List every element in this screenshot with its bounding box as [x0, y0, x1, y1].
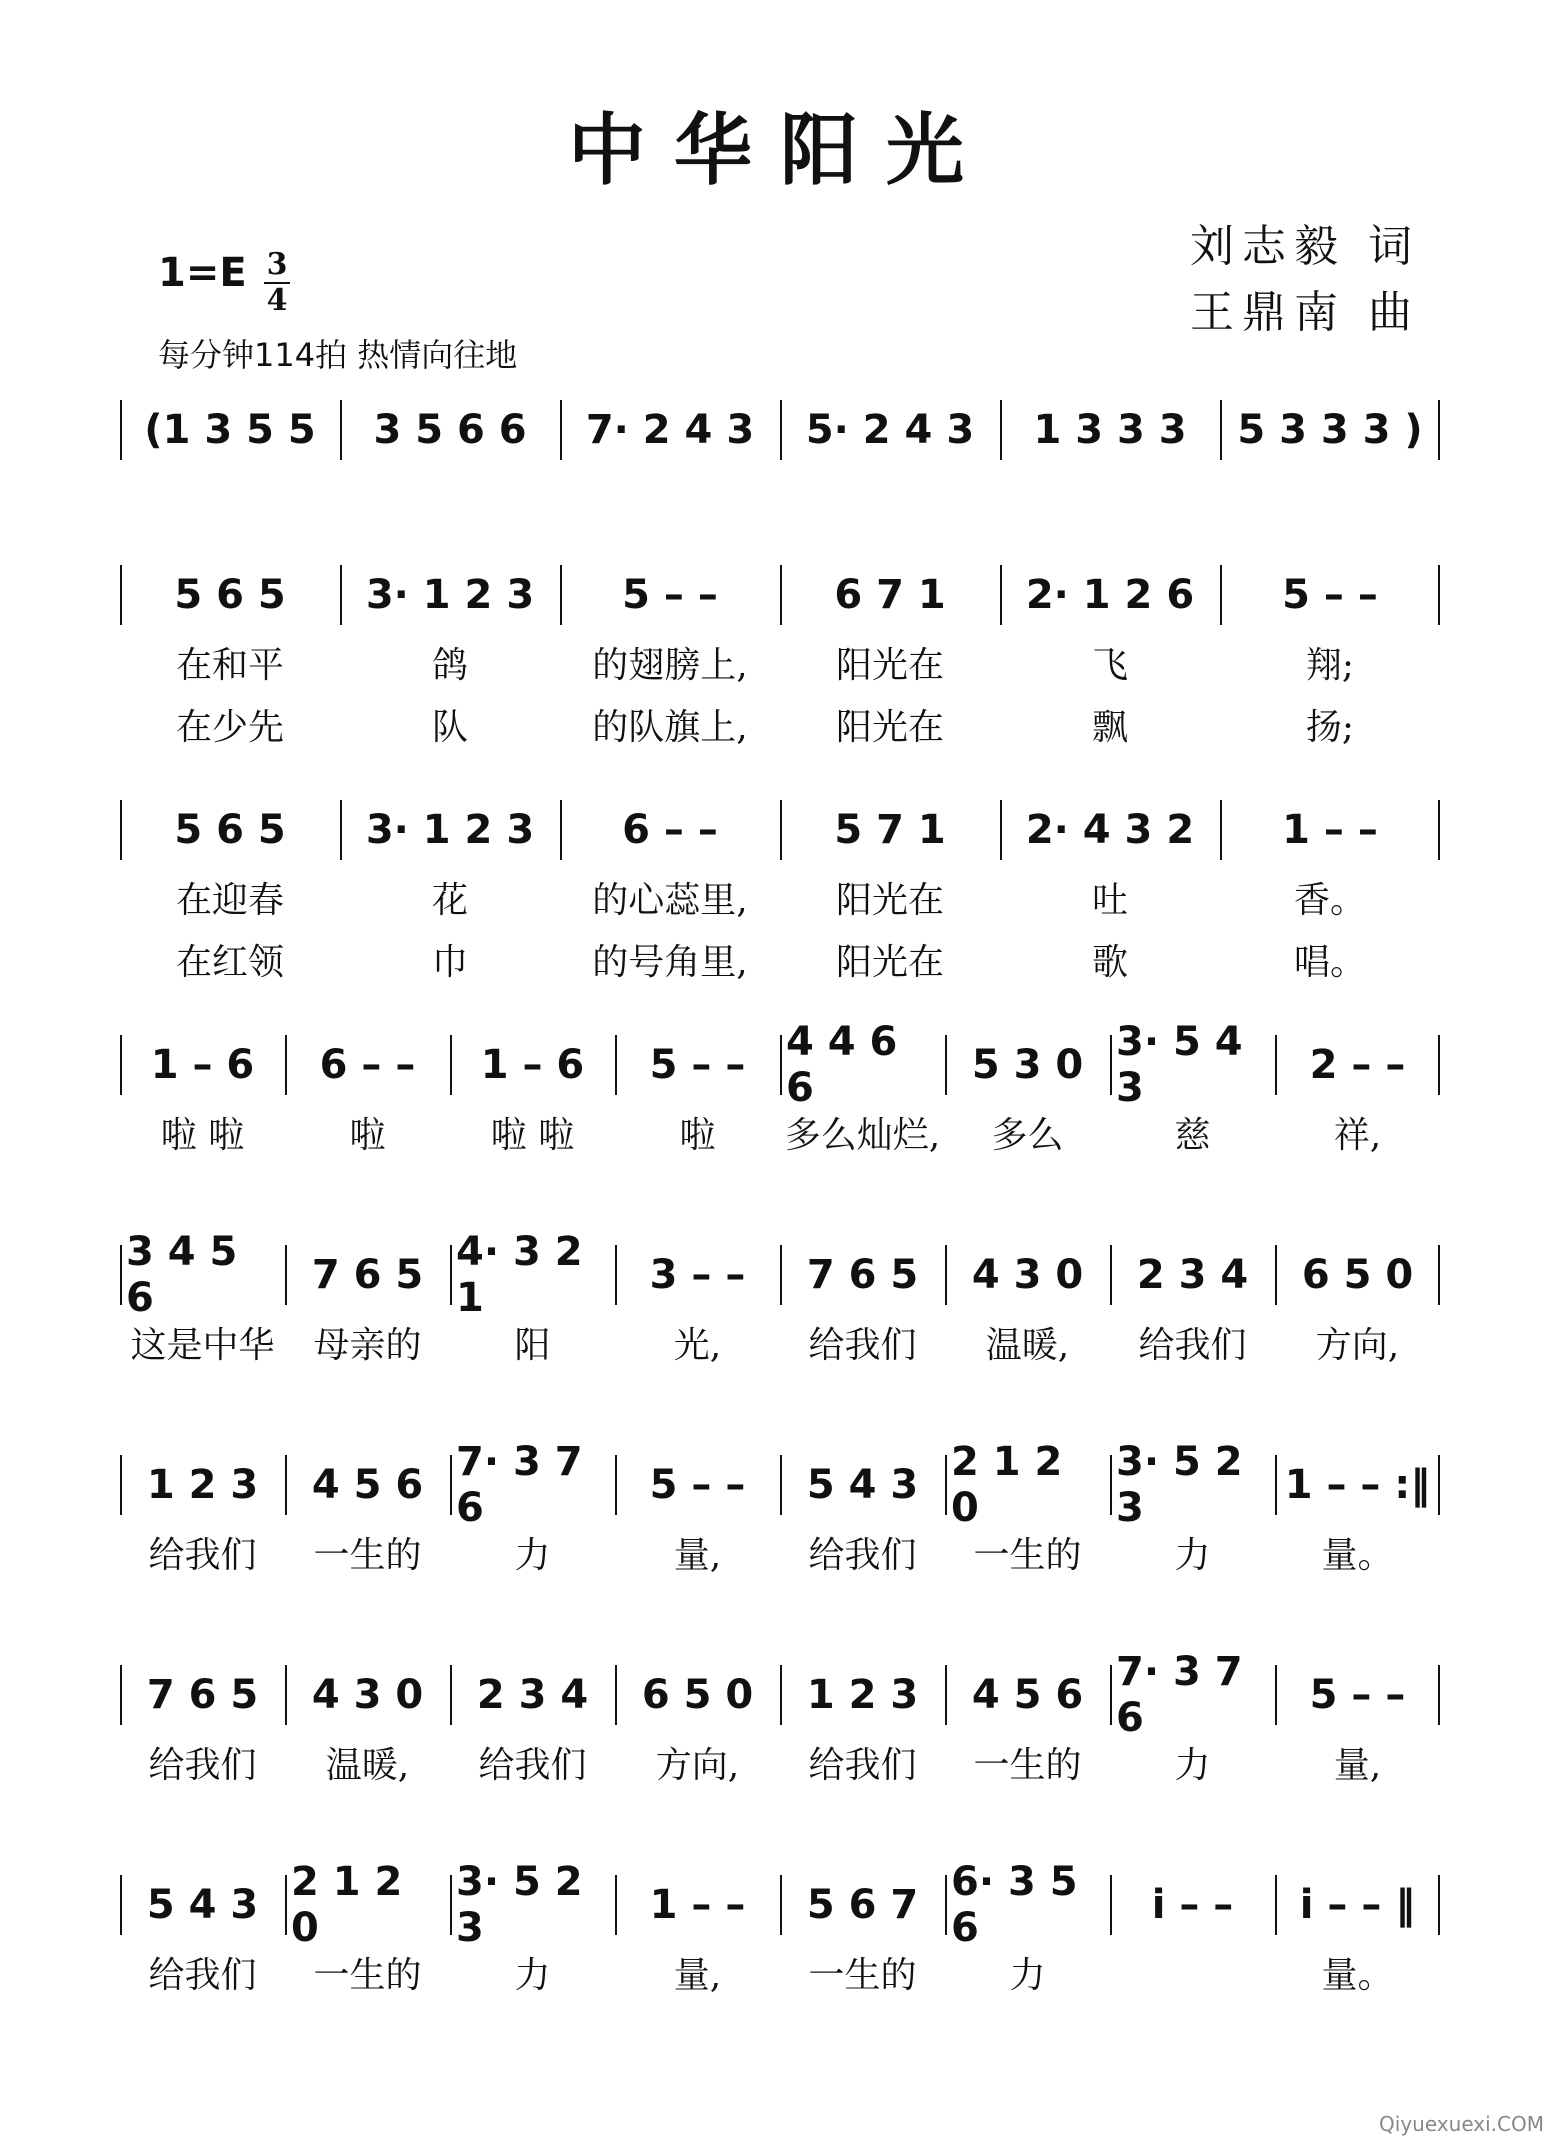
bar-line	[780, 1035, 782, 1095]
lyric-group	[285, 1527, 450, 1577]
bar-line	[1438, 565, 1440, 625]
lyric-text: 慈	[1174, 1114, 1211, 1156]
composer-credit: 王鼎南 曲	[1190, 287, 1420, 338]
bar-line	[1220, 800, 1222, 860]
time-bottom: 4	[266, 283, 288, 318]
bar-line	[340, 565, 342, 625]
lyric-text: 祥,	[1333, 1114, 1382, 1156]
lyric-text: 阳光在	[835, 879, 944, 921]
lyric-group	[120, 637, 340, 687]
lyric-group	[1220, 934, 1440, 984]
lyric-text: 力	[1174, 1534, 1211, 1576]
measure: 3· 1 2 3	[365, 572, 535, 618]
measure: 6 7 1	[834, 572, 946, 618]
measure: 6· 3 5 6	[951, 1859, 1078, 1951]
lyric-group	[615, 1317, 780, 1367]
measure: 5 6 5	[174, 807, 286, 853]
lyric-text: 一生的	[313, 1534, 422, 1576]
lyric-text: 力	[1009, 1954, 1046, 1996]
measure: 2 1 2 0	[951, 1439, 1063, 1531]
lyric-text: 力	[514, 1534, 551, 1576]
measure: 5 – –	[649, 1042, 746, 1088]
bar-line	[1438, 800, 1440, 860]
score-row	[120, 800, 1440, 983]
measure: i – – ‖	[1299, 1882, 1416, 1928]
lyric-group	[450, 1947, 615, 1997]
watermark: Qiyuexuexi.COM	[1379, 2112, 1544, 2136]
lyric-text: 巾	[431, 941, 468, 983]
bar-line	[945, 1245, 947, 1305]
lyric-group	[1000, 699, 1220, 749]
lyric-group	[560, 872, 780, 922]
bar-line	[340, 800, 342, 860]
bar-line	[450, 1875, 452, 1935]
lyric-group	[285, 1107, 450, 1157]
lyric-text: 在和平	[175, 644, 284, 686]
lyric-text: 歌	[1091, 941, 1128, 983]
lyric-text: 方向,	[655, 1744, 740, 1786]
lyric-group	[120, 934, 340, 984]
lyric-group	[1000, 637, 1220, 687]
lyric-group	[120, 872, 340, 922]
lyrics-line	[120, 872, 1440, 922]
notes-line	[120, 800, 1440, 860]
measure: 3· 5 2 3	[456, 1859, 583, 1951]
lyric-text: 一生的	[313, 1954, 422, 1996]
lyric-text: 一生的	[808, 1954, 917, 1996]
bar-line	[1110, 1665, 1112, 1725]
score-row	[120, 1859, 1440, 2035]
lyric-group	[945, 1737, 1110, 1787]
lyrics-line	[120, 1317, 1440, 1367]
measure: 3· 5 4 3	[1116, 1019, 1243, 1111]
lyric-text: 阳光在	[835, 706, 944, 748]
measure: i – –	[1151, 1882, 1234, 1928]
bar-line	[450, 1455, 452, 1515]
bar-line	[120, 400, 122, 460]
lyric-text: 花	[431, 879, 468, 921]
score-row	[120, 1649, 1440, 1825]
lyric-group	[285, 1737, 450, 1787]
bar-line	[1275, 1035, 1277, 1095]
lyric-group	[1275, 1737, 1440, 1787]
lyric-group	[285, 1317, 450, 1367]
lyric-group	[1220, 699, 1440, 749]
measure: 1 – 6	[480, 1042, 585, 1088]
lyric-group	[340, 934, 560, 984]
measure: 7· 3 7 6	[1116, 1649, 1243, 1741]
lyric-group	[1110, 1527, 1275, 1577]
score-row	[120, 565, 1440, 748]
measure: 7· 3 7 6	[456, 1439, 583, 1531]
bar-line	[450, 1245, 452, 1305]
lyric-text: 方向,	[1315, 1324, 1400, 1366]
measure: 3 – –	[649, 1252, 746, 1298]
lyric-text: 给我们	[808, 1534, 917, 1576]
measure: 5 – –	[622, 572, 718, 618]
lyrics-line	[120, 1737, 1440, 1787]
measure: 7· 2 4 3	[585, 407, 755, 453]
bar-line	[780, 800, 782, 860]
measure: 4 4 6 6	[786, 1019, 898, 1111]
lyric-group	[945, 1947, 1110, 1997]
lyric-group	[560, 934, 780, 984]
lyric-text: 一生的	[973, 1534, 1082, 1576]
measure: 4 3 0	[971, 1252, 1084, 1298]
lyric-text: 力	[1174, 1744, 1211, 1786]
key-signature: 1=E	[158, 250, 247, 296]
measure: 5 3 0	[971, 1042, 1084, 1088]
lyric-group	[945, 1527, 1110, 1577]
lyrics-line	[120, 934, 1440, 984]
lyric-text: 的队旗上,	[592, 706, 748, 748]
lyric-group	[615, 1737, 780, 1787]
bar-line	[1110, 1875, 1112, 1935]
lyric-text: 鸽	[431, 644, 468, 686]
lyric-text: 温暖,	[985, 1324, 1070, 1366]
lyric-text: 给我们	[148, 1534, 257, 1576]
lyric-text: 啦 啦	[160, 1114, 245, 1156]
score-row	[120, 1439, 1440, 1615]
bar-line	[450, 1035, 452, 1095]
lyric-text: 量,	[1333, 1744, 1382, 1786]
measure: 7 6 5	[146, 1672, 259, 1718]
measure: 4 5 6	[311, 1462, 424, 1508]
measure: 1 – 6	[150, 1042, 255, 1088]
lyric-group	[120, 1317, 285, 1367]
bar-line	[120, 1665, 122, 1725]
measure: 5 7 1	[834, 807, 946, 853]
lyricist-credit: 刘志毅 词	[1190, 221, 1420, 272]
lyric-group	[340, 699, 560, 749]
lyric-text: 量。	[1321, 1954, 1394, 1996]
lyric-group	[945, 1317, 1110, 1367]
lyric-text: 给我们	[808, 1744, 917, 1786]
lyric-group	[1000, 934, 1220, 984]
lyric-group	[780, 637, 1000, 687]
lyric-text: 力	[514, 1954, 551, 1996]
bar-line	[1220, 565, 1222, 625]
measure: 3· 5 2 3	[1116, 1439, 1243, 1531]
measure: 2 3 4	[1136, 1252, 1249, 1298]
bar-line	[1000, 565, 1002, 625]
lyric-group	[340, 872, 560, 922]
bar-line	[450, 1665, 452, 1725]
measure: 3 4 5 6	[126, 1229, 238, 1321]
lyric-group	[1110, 1317, 1275, 1367]
bar-line	[120, 1035, 122, 1095]
measure: 1 – – :‖	[1284, 1462, 1431, 1508]
lyric-group	[780, 1317, 945, 1367]
bar-line	[560, 800, 562, 860]
lyric-group	[780, 1107, 945, 1157]
lyric-group	[560, 699, 780, 749]
bar-line	[780, 565, 782, 625]
lyric-group	[120, 1737, 285, 1787]
lyric-group	[1220, 872, 1440, 922]
lyric-text: 的号角里,	[592, 941, 748, 983]
bar-line	[780, 1455, 782, 1515]
measure: 5 6 7	[806, 1882, 919, 1928]
lyric-group	[1110, 1947, 1275, 1997]
measure: 7 6 5	[806, 1252, 919, 1298]
lyric-group	[1275, 1527, 1440, 1577]
lyric-text: 多么	[991, 1114, 1064, 1156]
lyric-group	[450, 1737, 615, 1787]
lyric-group	[1220, 637, 1440, 687]
lyric-group	[1275, 1317, 1440, 1367]
bar-line	[1438, 1455, 1440, 1515]
lyric-group	[780, 1947, 945, 1997]
lyric-group	[780, 934, 1000, 984]
lyric-text: 在迎春	[175, 879, 284, 921]
lyric-group	[780, 872, 1000, 922]
score-row	[120, 1229, 1440, 1405]
bar-line	[285, 1245, 287, 1305]
bar-line	[1438, 1665, 1440, 1725]
lyric-text: 阳	[514, 1324, 551, 1366]
notes-line	[120, 1019, 1440, 1111]
bar-line	[780, 1875, 782, 1935]
bar-line	[1220, 400, 1222, 460]
measure: 7 6 5	[311, 1252, 424, 1298]
lyric-text: 扬;	[1305, 706, 1355, 748]
measure: 2· 4 3 2	[1025, 807, 1195, 853]
measure: 1 – –	[649, 1882, 746, 1928]
lyric-group	[120, 1527, 285, 1577]
lyrics-line	[120, 1947, 1440, 1997]
lyric-group	[120, 699, 340, 749]
lyric-text: 在少先	[175, 706, 284, 748]
lyric-group	[120, 1107, 285, 1157]
bar-line	[1275, 1665, 1277, 1725]
lyric-group	[1110, 1737, 1275, 1787]
lyric-text: 的心蕊里,	[592, 879, 748, 921]
bar-line	[120, 1455, 122, 1515]
bar-line	[780, 1245, 782, 1305]
lyric-group	[1275, 1107, 1440, 1157]
measure: 5 4 3	[806, 1462, 919, 1508]
lyric-text: 多么灿烂,	[784, 1114, 941, 1156]
lyric-text: 量。	[1321, 1534, 1394, 1576]
measure: 1 – –	[1282, 807, 1378, 853]
measure: 2 3 4	[476, 1672, 589, 1718]
lyric-group	[450, 1527, 615, 1577]
lyric-group	[615, 1527, 780, 1577]
lyric-text: 啦	[349, 1114, 386, 1156]
measure: 3 5 6 6	[373, 407, 527, 453]
lyric-text: 给我们	[148, 1954, 257, 1996]
lyric-group	[945, 1107, 1110, 1157]
lyric-text: 光,	[673, 1324, 722, 1366]
bar-line	[780, 400, 782, 460]
lyric-text: 在红领	[175, 941, 284, 983]
bar-line	[1110, 1455, 1112, 1515]
lyric-text: 飞	[1091, 644, 1128, 686]
bar-line	[945, 1875, 947, 1935]
bar-line	[1000, 400, 1002, 460]
measure: 3· 1 2 3	[365, 807, 535, 853]
notes-line	[120, 1859, 1440, 1951]
lyric-text: 温暖,	[325, 1744, 410, 1786]
lyric-group	[285, 1947, 450, 1997]
measure: 4 5 6	[971, 1672, 1084, 1718]
measure: 5 – –	[1282, 572, 1378, 618]
measure: 6 – –	[319, 1042, 416, 1088]
lyric-group	[340, 637, 560, 687]
notes-line	[120, 565, 1440, 625]
lyric-text: 啦	[679, 1114, 716, 1156]
bar-line	[120, 1875, 122, 1935]
bar-line	[285, 1035, 287, 1095]
measure: 5 6 5	[174, 572, 286, 618]
lyric-text: 这是中华	[130, 1324, 275, 1366]
bar-line	[615, 1245, 617, 1305]
bar-line	[945, 1035, 947, 1095]
bar-line	[615, 1875, 617, 1935]
measure: 5· 2 4 3	[805, 407, 975, 453]
lyric-group	[120, 1947, 285, 1997]
measure: 6 5 0	[1301, 1252, 1414, 1298]
bar-line	[1275, 1455, 1277, 1515]
bar-line	[1438, 1875, 1440, 1935]
measure: 1 3 3 3	[1033, 407, 1187, 453]
measure: 2 – –	[1309, 1042, 1406, 1088]
lyrics-line	[120, 699, 1440, 749]
lyric-text: 给我们	[1138, 1324, 1247, 1366]
measure: 1 2 3	[146, 1462, 259, 1508]
time-top: 3	[266, 247, 288, 282]
measure: 4 3 0	[311, 1672, 424, 1718]
lyric-text: 给我们	[808, 1324, 917, 1366]
lyric-text: 吐	[1091, 879, 1128, 921]
lyric-group	[615, 1947, 780, 1997]
lyric-group	[780, 1527, 945, 1577]
bar-line	[780, 1665, 782, 1725]
lyrics-line	[120, 1527, 1440, 1577]
lyric-text: 母亲的	[313, 1324, 422, 1366]
lyrics-line	[120, 1107, 1440, 1157]
time-signature	[262, 248, 292, 318]
bar-line	[1275, 1875, 1277, 1935]
lyric-group	[450, 1317, 615, 1367]
bar-line	[120, 565, 122, 625]
lyric-text: 飘	[1091, 706, 1128, 748]
measure: 6 5 0	[641, 1672, 754, 1718]
measure: 1 2 3	[806, 1672, 919, 1718]
lyric-text: 队	[431, 706, 468, 748]
measure: 4· 3 2 1	[456, 1229, 583, 1321]
lyric-text: 给我们	[478, 1744, 587, 1786]
notes-line	[120, 1229, 1440, 1321]
measure: 5 3 3 3 )	[1237, 407, 1423, 453]
notes-line	[120, 400, 1440, 460]
lyric-group	[1110, 1107, 1275, 1157]
lyric-group	[1000, 872, 1220, 922]
score-row	[120, 1019, 1440, 1195]
lyric-text: 香。	[1293, 879, 1366, 921]
song-title: 中华阳光	[567, 105, 992, 196]
bar-line	[1000, 800, 1002, 860]
bar-line	[615, 1665, 617, 1725]
score-row	[120, 400, 1440, 560]
bar-line	[285, 1455, 287, 1515]
bar-line	[285, 1875, 287, 1935]
lyric-text: 啦 啦	[490, 1114, 575, 1156]
lyric-text: 量,	[673, 1534, 722, 1576]
bar-line	[615, 1035, 617, 1095]
bar-line	[1110, 1035, 1112, 1095]
measure: 5 4 3	[146, 1882, 259, 1928]
bar-line	[340, 400, 342, 460]
lyric-group	[780, 699, 1000, 749]
measure: (1 3 5 5	[144, 407, 316, 453]
lyric-text: 的翅膀上,	[592, 644, 748, 686]
lyric-text: 阳光在	[835, 941, 944, 983]
lyrics-line	[120, 637, 1440, 687]
lyric-text: 量,	[673, 1954, 722, 1996]
bar-line	[120, 800, 122, 860]
measure: 5 – –	[649, 1462, 746, 1508]
lyric-group	[450, 1107, 615, 1157]
bar-line	[1438, 400, 1440, 460]
bar-line	[1438, 1035, 1440, 1095]
lyric-text: 翔;	[1305, 644, 1355, 686]
bar-line	[560, 565, 562, 625]
bar-line	[1110, 1245, 1112, 1305]
bar-line	[285, 1665, 287, 1725]
bar-line	[1275, 1245, 1277, 1305]
lyric-text: 一生的	[973, 1744, 1082, 1786]
bar-line	[1438, 1245, 1440, 1305]
measure: 2 1 2 0	[291, 1859, 403, 1951]
bar-line	[945, 1665, 947, 1725]
lyric-text: 阳光在	[835, 644, 944, 686]
notes-line	[120, 1649, 1440, 1741]
measure: 2· 1 2 6	[1025, 572, 1195, 618]
bar-line	[120, 1245, 122, 1305]
lyric-group	[560, 637, 780, 687]
lyric-text: 给我们	[148, 1744, 257, 1786]
bar-line	[615, 1455, 617, 1515]
bar-line	[560, 400, 562, 460]
lyric-group	[780, 1737, 945, 1787]
measure: 6 – –	[622, 807, 718, 853]
measure: 5 – –	[1309, 1672, 1406, 1718]
tempo-marking: 每分钟114拍 热情向往地	[158, 336, 518, 374]
bar-line	[945, 1455, 947, 1515]
lyric-text: 唱。	[1293, 941, 1366, 983]
lyric-group	[615, 1107, 780, 1157]
notes-line	[120, 1439, 1440, 1531]
lyric-group	[1275, 1947, 1440, 1997]
